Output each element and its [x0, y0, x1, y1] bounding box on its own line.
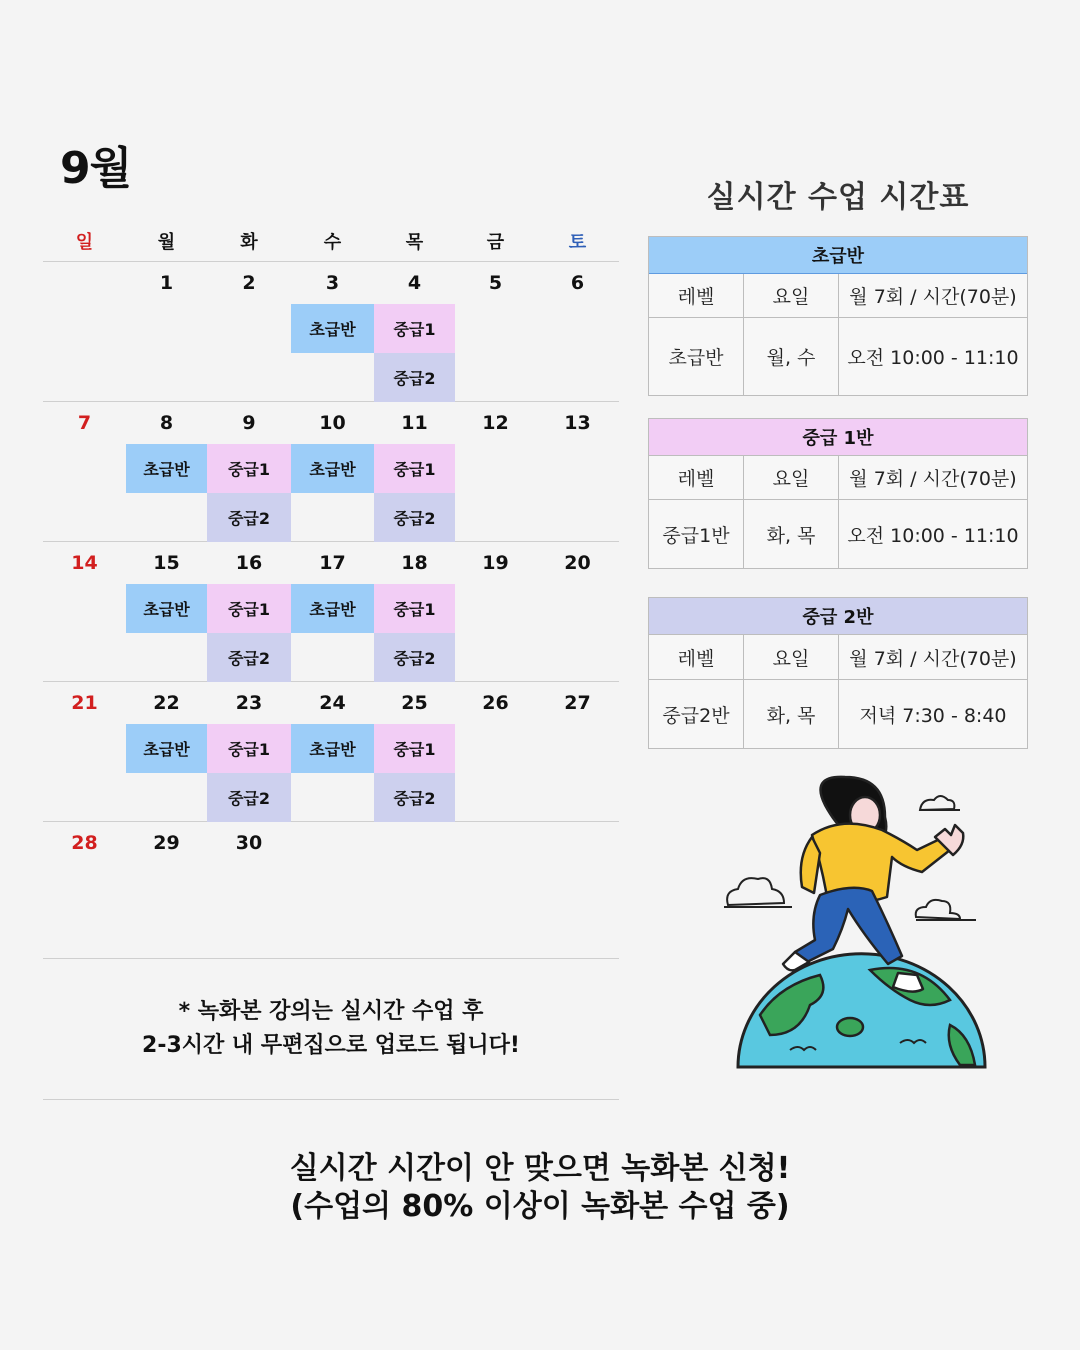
col-header: 월 7회 / 시간(70분): [849, 647, 1017, 670]
level-cell: 중급2반: [649, 680, 744, 748]
cloud-icon: [916, 900, 976, 920]
cloud-icon: [920, 796, 960, 810]
day-number: 18: [401, 552, 428, 574]
day-number: 5: [488, 272, 503, 294]
level-cell: 초급반: [649, 318, 744, 395]
class-chip-mid1: 중급1: [374, 444, 455, 493]
cloud-icon: [724, 878, 792, 907]
weekday-label: 금: [486, 231, 505, 253]
day-number: 2: [242, 272, 256, 294]
col-header: 레벨: [649, 635, 744, 679]
day-number: 1: [159, 272, 174, 294]
calendar-week: [43, 262, 619, 402]
class-chip-beginner: 초급반: [126, 444, 207, 493]
class-chip-mid2: 중급2: [374, 773, 455, 822]
class-chip-mid2: 중급2: [374, 633, 455, 682]
class-chip-beginner: 초급반: [291, 584, 374, 633]
day-number: 16: [235, 552, 263, 574]
day-number: 24: [319, 692, 346, 714]
time-cell: 저녁 7:30 - 8:40: [859, 704, 1007, 727]
day-number: 13: [564, 412, 591, 434]
col-header: 월 7회 / 시간(70분): [849, 286, 1017, 308]
day-number: 6: [570, 272, 585, 294]
calendar-week: [43, 402, 619, 542]
month-title: 9월: [60, 143, 132, 194]
calendar-week: [43, 822, 619, 959]
cta-line: (수업의 80% 이상이 녹화본 수업 중): [290, 1189, 790, 1224]
weekday-label: 수: [323, 231, 342, 253]
timetable-beginner: [648, 236, 1028, 396]
weekday-label: 토: [568, 231, 587, 253]
day-number: 22: [153, 692, 180, 714]
calendar-week: [43, 682, 619, 822]
day-number: 25: [401, 692, 428, 714]
table-header: 초급반: [649, 237, 1027, 274]
class-chip-mid2: 중급2: [207, 493, 291, 542]
table-header: 중급 2반: [649, 598, 1027, 635]
note-line: * 녹화본 강의는 실시간 수업 후: [178, 999, 484, 1024]
class-chip-mid1: 중급1: [374, 304, 455, 353]
weekday-label: 일: [75, 231, 94, 253]
day-number: 26: [482, 692, 509, 714]
day-number: 12: [482, 412, 509, 434]
class-chip-mid2: 중급2: [207, 633, 291, 682]
class-chip-beginner: 초급반: [126, 584, 207, 633]
col-header: 레벨: [649, 274, 744, 317]
class-chip-beginner: 초급반: [291, 444, 374, 493]
day-number: 21: [71, 692, 98, 714]
weekday-label: 목: [405, 231, 424, 253]
day-number: 10: [319, 412, 346, 434]
class-chip-mid2: 중급2: [374, 493, 455, 542]
running-woman-illustration: [720, 775, 990, 1075]
class-chip-mid1: 중급1: [374, 584, 455, 633]
days-cell: 화, 목: [744, 680, 839, 748]
class-chip-mid2: 중급2: [374, 353, 455, 402]
note-line: 2-3시간 내 무편집으로 업로드 됩니다!: [142, 1033, 520, 1058]
class-chip-beginner: 초급반: [126, 724, 207, 773]
recording-note: [43, 959, 619, 1100]
cta-line: 실시간 시간이 안 맞으면 녹화본 신청!: [289, 1151, 791, 1186]
day-number: 7: [77, 412, 92, 434]
days-cell: 화, 목: [744, 500, 839, 568]
calendar-week: [43, 542, 619, 682]
day-number: 28: [71, 832, 98, 854]
calendar: [43, 220, 619, 959]
col-header: 요일: [744, 456, 839, 499]
day-number: 27: [564, 692, 591, 714]
day-number: 23: [235, 692, 263, 714]
col-header: 요일: [744, 635, 839, 679]
table-header: 중급 1반: [649, 419, 1027, 456]
day-number: 8: [159, 412, 174, 434]
day-number: 9: [242, 412, 256, 434]
class-chip-mid1: 중급1: [207, 584, 291, 633]
time-cell: 오전 10:00 - 11:10: [847, 524, 1019, 547]
timetable-mid1: [648, 418, 1028, 569]
timetable-title: 실시간 수업 시간표: [706, 180, 970, 215]
col-header: 레벨: [649, 456, 744, 499]
weekday-header: [43, 220, 619, 262]
timetable-mid2: [648, 597, 1028, 749]
class-chip-mid2: 중급2: [207, 773, 291, 822]
weekday-label: 월: [157, 231, 176, 253]
class-chip-mid1: 중급1: [374, 724, 455, 773]
day-number: 4: [407, 272, 422, 294]
day-number: 11: [401, 412, 428, 434]
day-number: 29: [153, 832, 180, 854]
level-cell: 중급1반: [649, 500, 744, 568]
class-chip-mid1: 중급1: [207, 444, 291, 493]
class-chip-mid1: 중급1: [207, 724, 291, 773]
col-header: 요일: [744, 274, 839, 317]
day-number: 15: [153, 552, 180, 574]
weekday-label: 화: [240, 231, 258, 253]
class-chip-beginner: 초급반: [291, 724, 374, 773]
day-number: 20: [564, 552, 591, 574]
day-number: 17: [319, 552, 346, 574]
day-number: 3: [325, 272, 340, 294]
col-header: 월 7회 / 시간(70분): [849, 468, 1017, 490]
recording-cta: [0, 1150, 1080, 1226]
day-number: 14: [71, 552, 98, 574]
class-chip-beginner: 초급반: [291, 304, 374, 353]
time-cell: 오전 10:00 - 11:10: [847, 347, 1019, 369]
day-number: 30: [235, 832, 263, 854]
days-cell: 월, 수: [744, 318, 839, 395]
day-number: 19: [482, 552, 509, 574]
globe-icon: [738, 954, 985, 1067]
